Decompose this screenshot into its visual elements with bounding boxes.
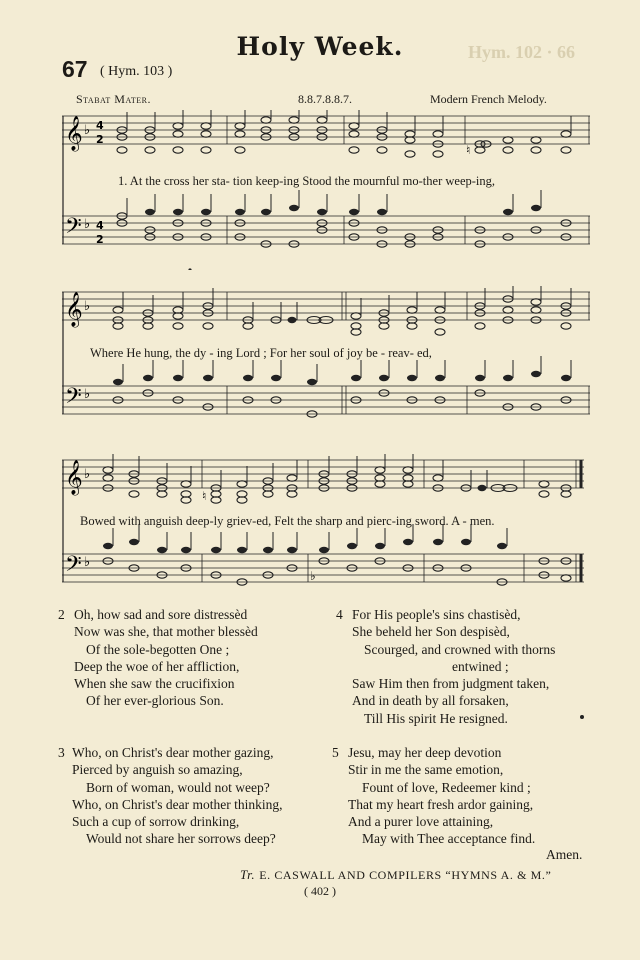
svg-text:2: 2 [96, 233, 104, 246]
bleed-through-text: Hym. 102 · 66 [468, 42, 575, 62]
svg-text:𝄢: 𝄢 [65, 384, 82, 414]
stanza-line: Now was she, that mother blessèd [74, 624, 258, 640]
stanza-number: 2 [58, 607, 65, 622]
translator-attribution [240, 867, 551, 883]
stanza-line: Of her ever-glorious Son. [86, 693, 224, 709]
tune-melody-source: Modern French Melody. [430, 92, 547, 106]
svg-text:𝄢: 𝄢 [65, 552, 82, 582]
stanza-line: When she saw the crucifixion [74, 676, 235, 692]
stanza-line: May with Thee acceptance find. [362, 831, 536, 847]
stanza-line: entwined ; [452, 658, 509, 674]
stanza-line: Such a cup of sorrow drinking, [72, 814, 240, 830]
music-system-1 [62, 110, 592, 270]
attribution-prefix: Tr. [240, 867, 256, 882]
tune-name: Stabat Mater. [76, 92, 151, 106]
stanza-line: Of the sole-begotten One ; [86, 641, 230, 657]
lyric-line-3: Bowed with anguish deep-ly griev-ed, Felt the sharp and pierc-ing sword. A - men. [80, 514, 495, 528]
attribution-text: E. CASWALL AND COMPILERS “HYMNS A. & M.” [259, 868, 552, 882]
svg-text:𝄢: 𝄢 [65, 214, 82, 244]
stanza-line: And in death by all forsaken, [352, 693, 509, 709]
stanza-2 [58, 606, 258, 710]
stanza-line: Pierced by anguish so amazing, [72, 762, 243, 778]
page-title: Holy Week. [236, 32, 404, 61]
stanza-number: 3 [58, 745, 65, 760]
svg-text:♭: ♭ [84, 467, 91, 482]
amen-text: Amen. [546, 847, 583, 862]
printed-dot [580, 715, 584, 719]
stanza-line: And a purer love attaining, [348, 814, 494, 830]
svg-text:2: 2 [96, 133, 104, 146]
stanza-line: Who, on Christ's dear mother thinking, [72, 796, 283, 812]
stanza-line: Jesu, may her deep devotion [348, 745, 502, 760]
stanza-line: Stir in me the same emotion, [348, 762, 504, 778]
stanza-5 [332, 744, 535, 848]
stanza-line: Till His spirit He resigned. [364, 710, 508, 726]
svg-text:♮: ♮ [466, 143, 471, 157]
stanza-line: Who, on Christ's dear mother gazing, [72, 745, 274, 760]
svg-text:♭: ♭ [84, 123, 91, 138]
lyric-line-1: 1. At the cross her sta- tion keep-ing Stood the mournful mo-ther weep-ing, [118, 174, 496, 188]
stanza-number: 4 [336, 607, 343, 622]
page-number: ( 402 ) [304, 884, 336, 898]
stanza-line: Fount of love, Redeemer kind ; [362, 779, 531, 795]
hymn-number: 67 [62, 56, 88, 82]
stanza-line: Would not share her sorrows deep? [86, 831, 276, 847]
svg-text:𝄞: 𝄞 [65, 292, 83, 327]
svg-text:4: 4 [96, 219, 104, 232]
stanza-line: Deep the woe of her affliction, [74, 658, 240, 674]
svg-text:♭: ♭ [84, 387, 91, 402]
svg-text:4: 4 [96, 119, 104, 132]
svg-text:♭: ♭ [84, 217, 91, 232]
hymn-reference: ( Hym. 103 ) [100, 64, 173, 79]
svg-text:♭: ♭ [310, 569, 316, 583]
svg-text:♮: ♮ [202, 489, 207, 503]
svg-text:♭: ♭ [84, 555, 91, 570]
stanza-3 [58, 744, 283, 848]
stanza-line: She beheld her Son despisèd, [352, 624, 510, 640]
stanza-4 [336, 606, 555, 727]
svg-text:𝄞: 𝄞 [65, 460, 83, 495]
svg-text:♭: ♭ [84, 299, 91, 314]
stanza-line: Born of woman, would not weep? [86, 779, 270, 795]
stanza-line: For His people's sins chastisèd, [352, 607, 521, 622]
stanza-line: Saw Him then from judgment taken, [352, 676, 550, 692]
svg-text:𝄞: 𝄞 [65, 116, 83, 151]
stanza-line: Oh, how sad and sore distressèd [74, 607, 248, 622]
stanza-line: Scourged, and crowned with thorns [364, 641, 556, 657]
stanza-number: 5 [332, 745, 339, 760]
tune-meter: 8.8.7.8.8.7. [298, 92, 352, 106]
lyric-line-2: Where He hung, the dy - ing Lord ; For her soul of joy be - reav- ed, [90, 346, 432, 360]
stanza-line: That my heart fresh ardor gaining, [348, 796, 534, 812]
